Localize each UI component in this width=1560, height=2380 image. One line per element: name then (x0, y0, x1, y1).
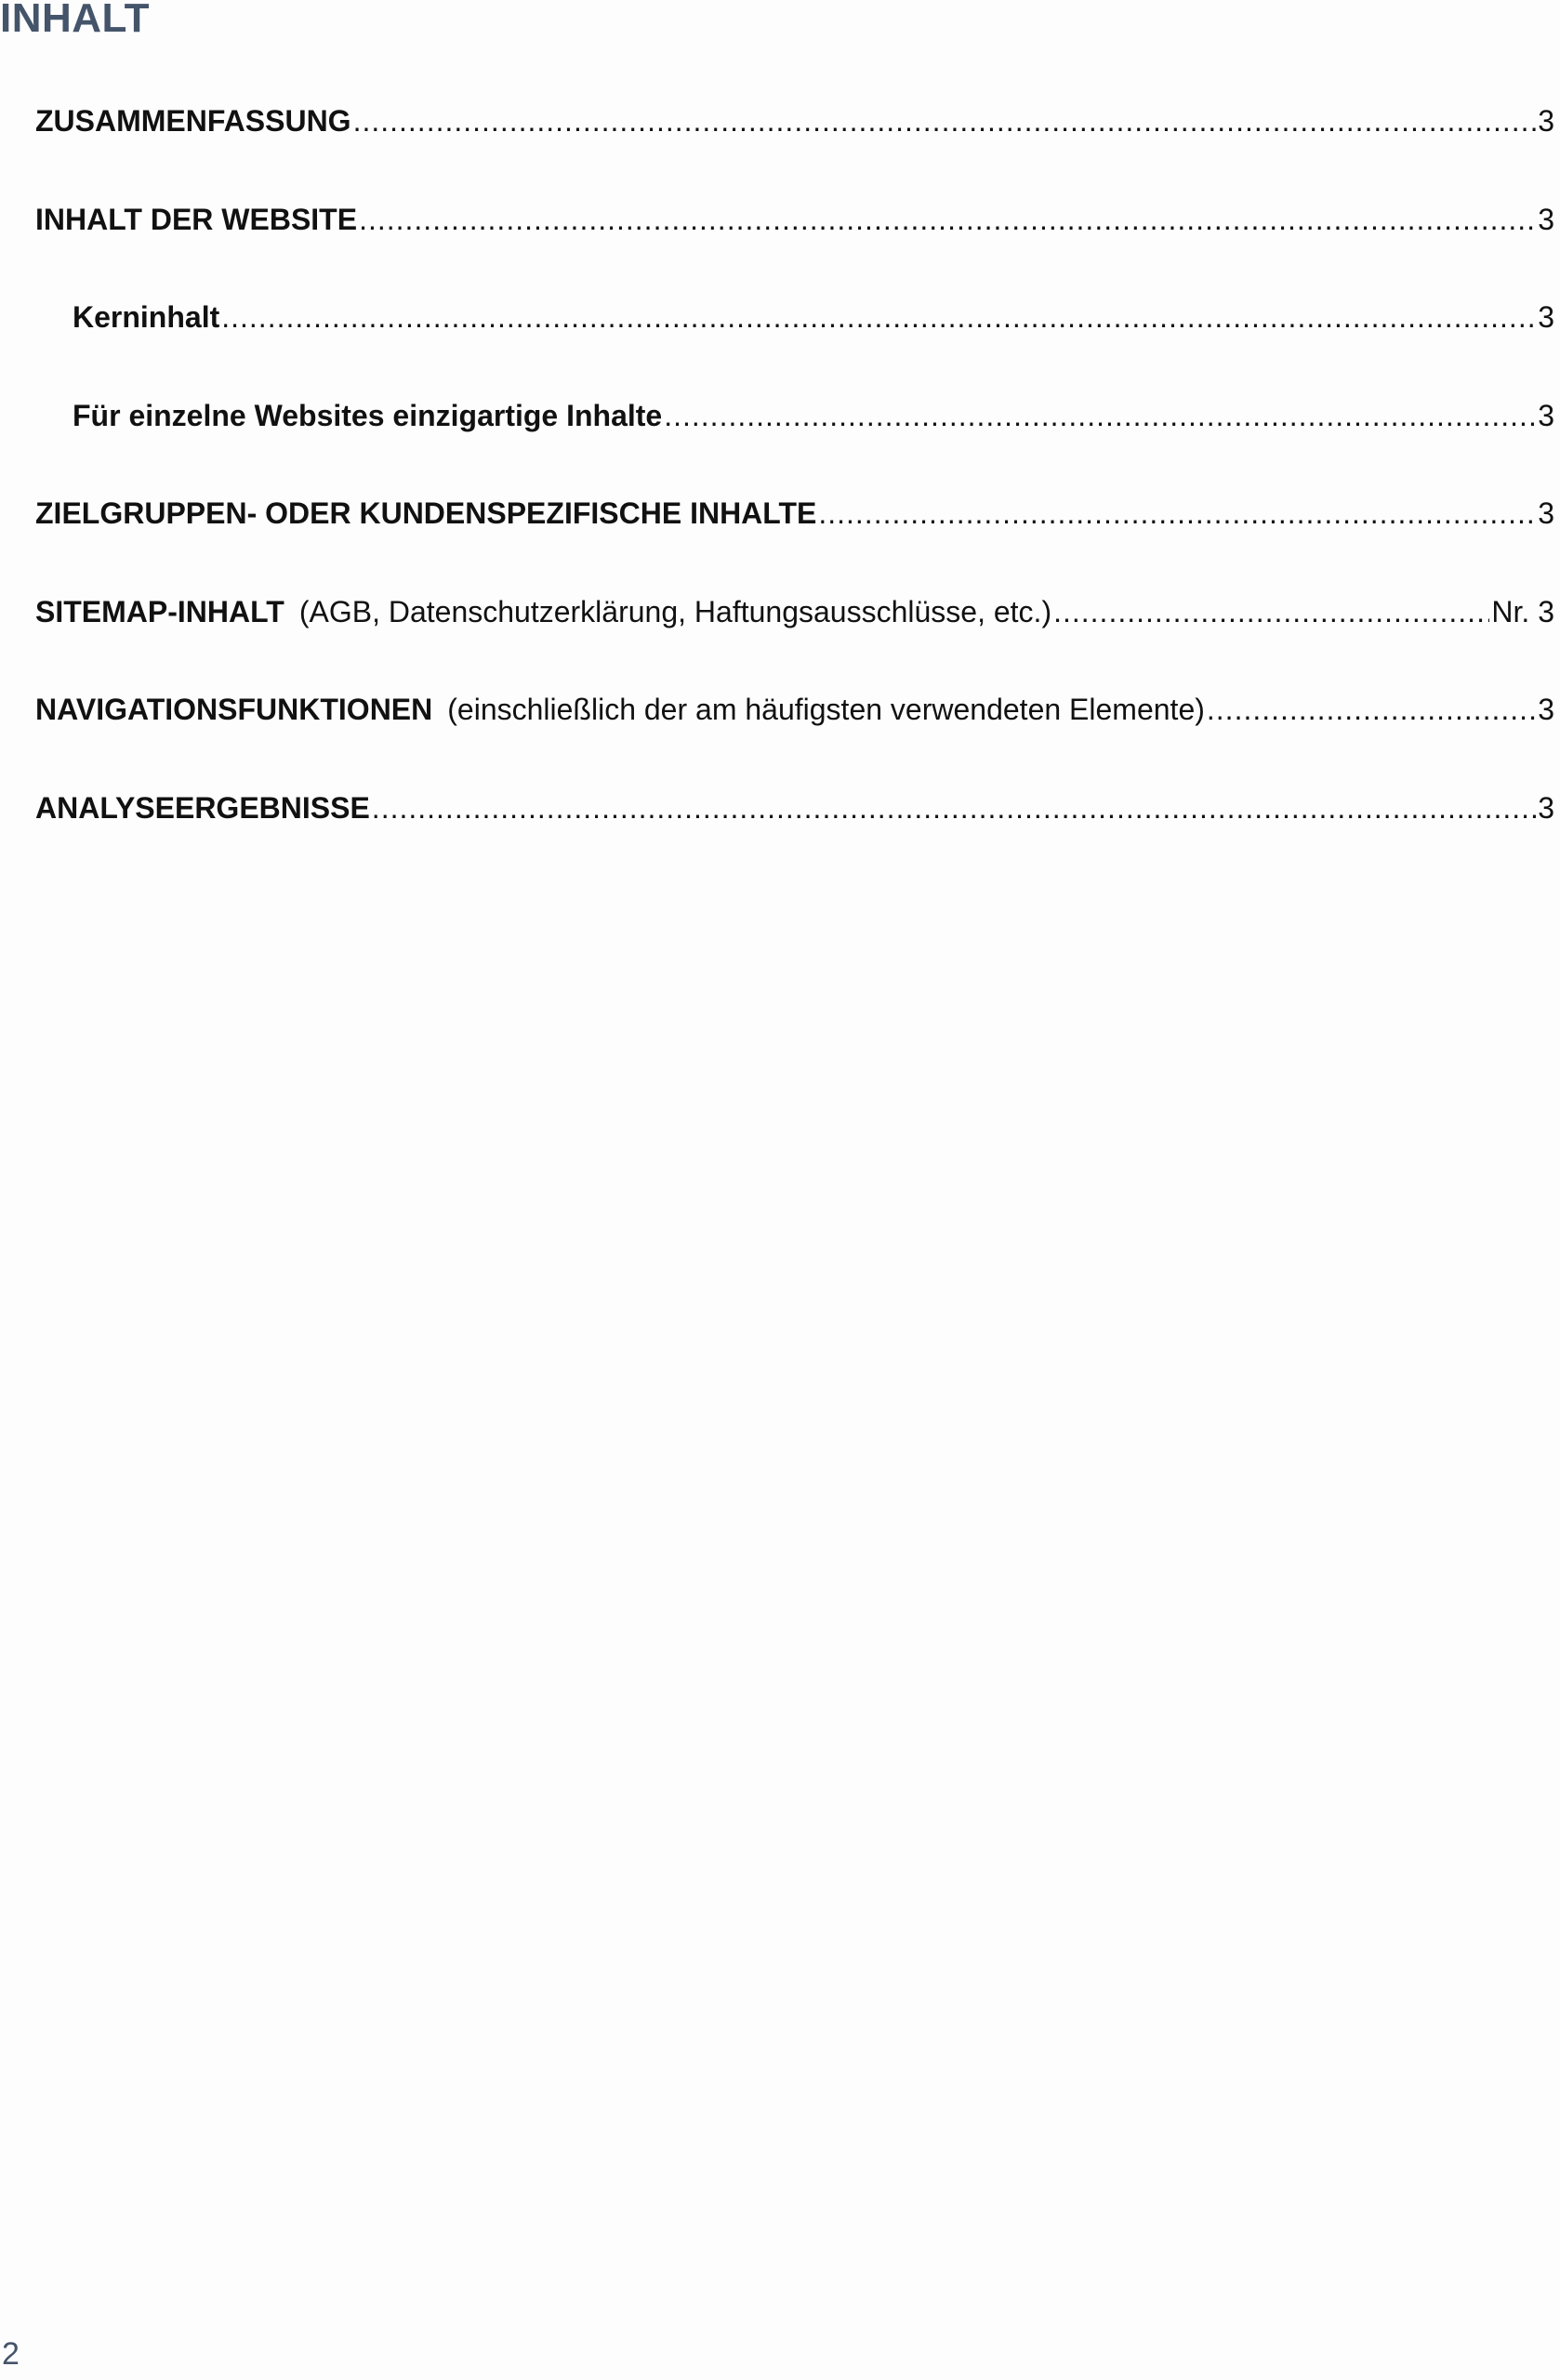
toc-leader-dots (664, 391, 1536, 440)
toc-entry-label: ZIELGRUPPEN- ODER KUNDENSPEZIFISCHE INHALTE (35, 496, 817, 530)
toc-entry-kerninhalt[interactable] (35, 293, 1558, 391)
toc-entry-zusammenfassung[interactable] (35, 97, 1558, 195)
toc-page-number: 3 (1538, 300, 1554, 334)
toc-entry-label: SITEMAP-INHALT (35, 594, 284, 628)
toc-entry-label: Für einzelne Websites einzigartige Inhalte (73, 398, 663, 432)
toc-entry-navigationsfunktionen[interactable] (35, 685, 1558, 784)
toc-entry-label: ZUSAMMENFASSUNG (35, 104, 351, 138)
toc-page-number: 3 (1538, 104, 1554, 138)
toc-entry-note: (AGB, Datenschutzerklärung, Haftungsausschlüsse, etc.) (298, 594, 1052, 628)
toc-leader-dots (372, 784, 1536, 832)
toc-page-number: 3 (1538, 496, 1554, 530)
page-title: INHALT (0, 0, 151, 41)
toc-leader-dots (353, 97, 1537, 145)
toc-leader-dots (1053, 588, 1489, 636)
toc-page-number: 3 (1538, 693, 1554, 726)
toc-entry-label: INHALT DER WEBSITE (35, 202, 358, 236)
toc-entry-label: Kerninhalt (73, 300, 220, 334)
toc-entry-sitemap-inhalt[interactable] (35, 588, 1558, 686)
toc-page-number: Nr. 3 (1491, 594, 1554, 628)
page-number: 2 (2, 2336, 20, 2372)
toc-page-number: 3 (1538, 790, 1554, 825)
toc-leader-dots (1207, 685, 1536, 734)
toc-entry-analyseergebnisse[interactable] (35, 784, 1558, 882)
toc-leader-dots (818, 489, 1536, 537)
toc-leader-dots (221, 293, 1536, 341)
toc-page-number: 3 (1538, 398, 1554, 432)
toc-page-number: 3 (1538, 202, 1554, 236)
toc-entry-label: ANALYSEERGEBNISSE (35, 790, 370, 825)
toc-entry-inhalt-der-website[interactable] (35, 195, 1558, 294)
table-of-contents (35, 97, 1558, 881)
toc-entry-label: NAVIGATIONSFUNKTIONEN (35, 693, 433, 726)
toc-entry-zielgruppen-inhalte[interactable] (35, 489, 1558, 588)
toc-entry-einzigartige-inhalte[interactable] (35, 391, 1558, 490)
toc-entry-note: (einschließlich der am häufigsten verwendeten Elemente) (447, 693, 1205, 726)
toc-leader-dots (359, 195, 1536, 244)
